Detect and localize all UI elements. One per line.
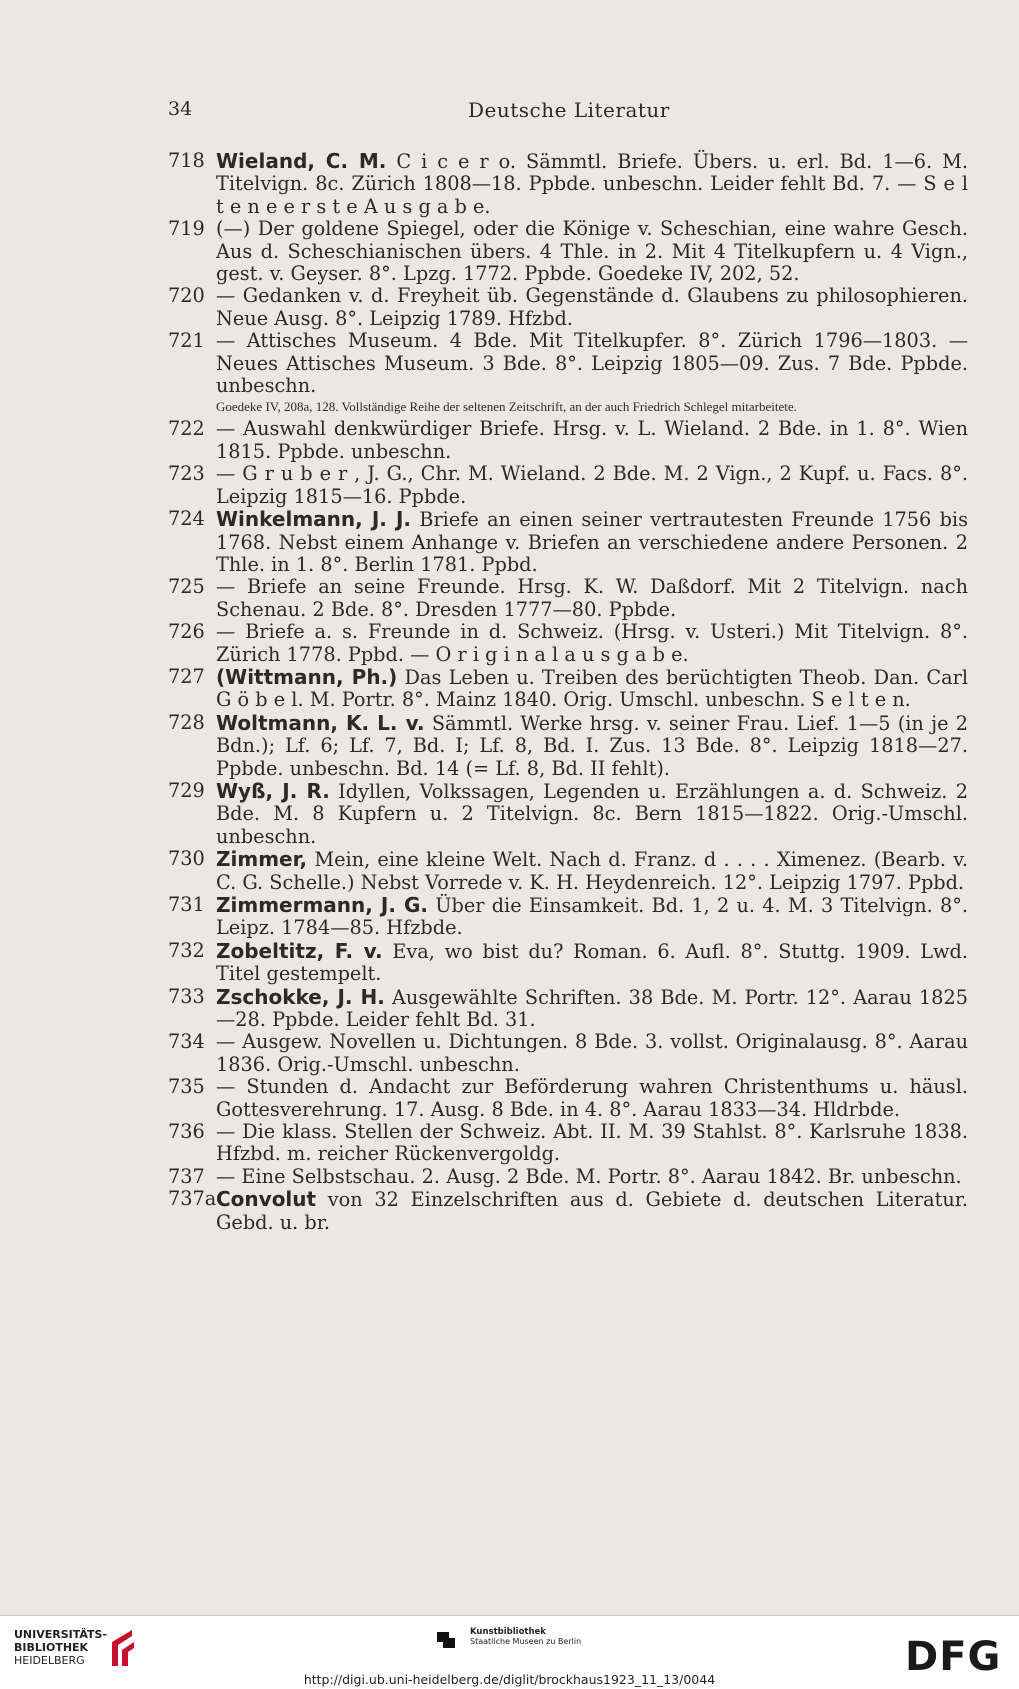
catalog-entry [168, 218, 968, 285]
catalog-entry [168, 150, 968, 218]
entry-text: C i c e r o. Sämmtl. Briefe. Übers. u. erl. Bd. 1—6. M. Titelvign. 8c. Zürich 1808—18. Ppbde. unbeschn. Leider fehlt Bd. 7. — S e l t e n e e r s t e A u s g a b e. [216, 150, 968, 218]
running-title: Deutsche Literatur [468, 98, 670, 122]
entry-number: 735 [168, 1075, 205, 1099]
catalog-entry [168, 780, 968, 848]
entry-text: — Auswahl denkwürdiger Briefe. Hrsg. v. L. Wieland. 2 Bde. in 1. 8°. Wien 1815. Ppbde. unbeschn. [216, 417, 968, 463]
catalog-entry [168, 418, 968, 463]
entry-author: Zschokke, J. H. [216, 984, 385, 1009]
entry-author: Woltmann, K. L. v. [216, 710, 425, 735]
entry-text: Mein, eine kleine Welt. Nach d. Franz. d . . . . Ximenez. (Bearb. v. C. G. Schelle.) Nebst Vorrede v. K. H. Heydenreich. 12°. Leipzig 1797. Ppbd. [216, 848, 968, 894]
ub-line2: BIBLIOTHEK [14, 1641, 89, 1654]
entry-number: 719 [168, 217, 205, 241]
kb-line1: Kunstbibliothek [470, 1627, 546, 1637]
catalog-entry [168, 1188, 968, 1234]
entry-author: Zobeltitz, F. v. [216, 938, 383, 963]
entry-text: Eva, wo bist du? Roman. 6. Aufl. 8°. Stuttg. 1909. Lwd. Titel gestempelt. [216, 939, 968, 986]
entry-text: — Eine Selbstschau. 2. Ausg. 2 Bde. M. Portr. 8°. Aarau 1842. Br. unbeschn. [216, 1164, 962, 1188]
dfg-logo: DFG [905, 1634, 1002, 1680]
kb-line2: Staatliche Museen zu Berlin [470, 1637, 582, 1646]
entry-number: 737 [168, 1164, 205, 1188]
catalog-entry [168, 508, 968, 576]
footer-bar [0, 1615, 1019, 1689]
entry-text: — Briefe an seine Freunde. Hrsg. K. W. Daßdorf. Mit 2 Titelvign. nach Schenau. 2 Bde. 8°. Dresden 1777—80. Ppbde. [216, 575, 968, 621]
ub-heidelberg-logo-icon [104, 1626, 140, 1670]
entry-text: — Gedanken v. d. Freyheit üb. Gegenstände d. Glaubens zu philosophieren. Neue Ausg. 8°. Leipzig 1789. Hfzbd. [216, 284, 968, 330]
entry-author: Winkelmann, J. J. [216, 507, 412, 532]
catalog-entry [168, 666, 968, 712]
catalog-entry [168, 848, 968, 894]
ub-line1: UNIVERSITÄTS- [14, 1628, 108, 1641]
entry-number: 722 [168, 417, 205, 441]
catalog-entry [168, 463, 968, 508]
catalog-entry [168, 1166, 968, 1188]
kunstbibliothek-logo-icon [435, 1628, 457, 1650]
kunstbibliothek-label [470, 1627, 581, 1647]
entry-text: Über die Einsamkeit. Bd. 1, 2 u. 4. M. 3 Titelvign. 8°. Leipz. 1784—85. Hfzbde. [216, 894, 969, 940]
entry-author: Convolut [216, 1187, 317, 1212]
entry-number: 730 [168, 847, 205, 871]
entry-text: Ausgewählte Schriften. 38 Bde. M. Portr. 12°. Aarau 1825—28. Ppbde. Leider fehlt Bd. 31. [216, 985, 968, 1032]
entry-text: — Briefe a. s. Freunde in d. Schweiz. (Hrsg. v. Usteri.) Mit Titelvign. 8°. Zürich 1778. Ppbd. — O r i g i n a l a u s g a b e. [216, 620, 968, 666]
entry-note: Goedeke IV, 208a, 128. Vollständige Reihe der seltenen Zeitschrift, an der auch Friedrich Schlegel mitarbeitete. [216, 399, 797, 415]
ub-heidelberg-label [14, 1628, 107, 1667]
entry-number: 737a [168, 1187, 217, 1211]
entry-number: 720 [168, 284, 205, 308]
entry-text: — G r u b e r , J. G., Chr. M. Wieland. 2 Bde. M. 2 Vign., 2 Kupf. u. Facs. 8°. Leipzig 1815—16. Ppbde. [216, 462, 968, 508]
entry-author: Zimmermann, J. G. [216, 893, 429, 917]
catalog-entry [168, 940, 968, 986]
entry-number: 726 [168, 620, 205, 644]
catalog-entry [168, 1076, 968, 1121]
entry-author: Wyß, J. R. [216, 778, 330, 803]
entry-text: von 32 Einzelschriften aus d. Gebiete d. deutschen Literatur. Gebd. u. br. [216, 1188, 968, 1234]
entry-text: Idyllen, Volkssagen, Legenden u. Erzählungen a. d. Schweiz. 2 Bde. M. 8 Kupfern u. 2 Titelvign. 8c. Bern 1815—1822. Orig.-Umschl. unbeschn. [216, 779, 968, 848]
catalog-entry [168, 1031, 968, 1076]
catalog-entries [168, 150, 968, 1234]
entry-number: 729 [168, 778, 205, 802]
entry-text: Sämmtl. Werke hrsg. v. seiner Frau. Lief. 1—5 (in je 2 Bdn.); Lf. 6; Lf. 7, Bd. I; Lf. 8, Bd. I. Zus. 13 Bde. 8°. Leipzig 1818—27. Ppbde. unbeschn. Bd. 14 (= Lf. 8, Bd. II fehlt). [216, 711, 968, 780]
catalog-entry [168, 330, 968, 414]
entry-text: — Attisches Museum. 4 Bde. Mit Titelkupfer. 8°. Zürich 1796—1803. — Neues Attisches Museum. 3 Bde. 8°. Leipzig 1805—09. Zus. 7 Bde. Ppbde. unbeschn. [216, 329, 968, 398]
ub-line3: HEIDELBERG [14, 1654, 85, 1667]
entry-number: 731 [168, 893, 205, 916]
catalog-entry [168, 894, 968, 940]
entry-text: (—) Der goldene Spiegel, oder die Könige v. Scheschian, eine wahre Gesch. Aus d. Scheschianischen übers. 4 Thle. in 2. Mit 4 Titelkupfern u. 4 Vign., gest. v. Geyser. 8°. Lpzg. 1772. Ppbde. Goedeke IV, 202, 52. [216, 217, 968, 286]
catalog-entry [168, 576, 968, 621]
entry-number: 736 [168, 1120, 205, 1144]
entry-author: (Wittmann, Ph.) [216, 664, 398, 689]
entry-author: Wieland, C. M. [216, 149, 387, 173]
catalog-entry [168, 285, 968, 330]
entry-text: — Ausgew. Novellen u. Dichtungen. 8 Bde. 3. vollst. Originalausg. 8°. Aarau 1836. Orig.-Umschl. unbeschn. [216, 1030, 968, 1076]
entry-number: 721 [168, 329, 205, 353]
entry-number: 724 [168, 507, 205, 531]
entry-number: 718 [168, 149, 205, 172]
page-header [168, 98, 968, 124]
entry-number: 733 [168, 984, 205, 1008]
page-url-link[interactable]: http://digi.ub.uni-heidelberg.de/diglit/brockhaus1923_11_13/0044 [303, 1672, 716, 1687]
catalog-entry [168, 1121, 968, 1166]
entry-number: 725 [168, 575, 205, 599]
entry-text: — Stunden d. Andacht zur Beförderung wahren Christenthums u. häusl. Gottesverehrung. 17. Ausg. 8 Bde. in 4. 8°. Aarau 1833—34. Hldrbde. [216, 1075, 968, 1121]
catalog-entry [168, 986, 968, 1032]
catalog-entry [168, 712, 968, 780]
entry-number: 728 [168, 710, 205, 734]
entry-number: 732 [168, 938, 205, 962]
entry-number: 727 [168, 664, 205, 688]
entry-text: Briefe an einen seiner vertrautesten Freunde 1756 bis 1768. Nebst einem Anhange v. Briefen an verschiedene andere Personen. 2 Thle. in 1. 8°. Berlin 1781. Ppbd. [216, 508, 968, 576]
entry-number: 723 [168, 462, 205, 486]
page-number: 34 [168, 98, 193, 120]
entry-text: Das Leben u. Treiben des berüchtigten Theob. Dan. Carl G ö b e l. M. Portr. 8°. Mainz 1840. Orig. Umschl. unbeschn. S e l t e n. [216, 665, 968, 712]
entry-text: — Die klass. Stellen der Schweiz. Abt. II. M. 39 Stahlst. 8°. Karlsruhe 1838. Hfzbd. m. reicher Rückenvergoldg. [216, 1120, 968, 1166]
catalog-entry [168, 621, 968, 666]
entry-author: Zimmer, [216, 847, 308, 872]
entry-number: 734 [168, 1030, 205, 1054]
